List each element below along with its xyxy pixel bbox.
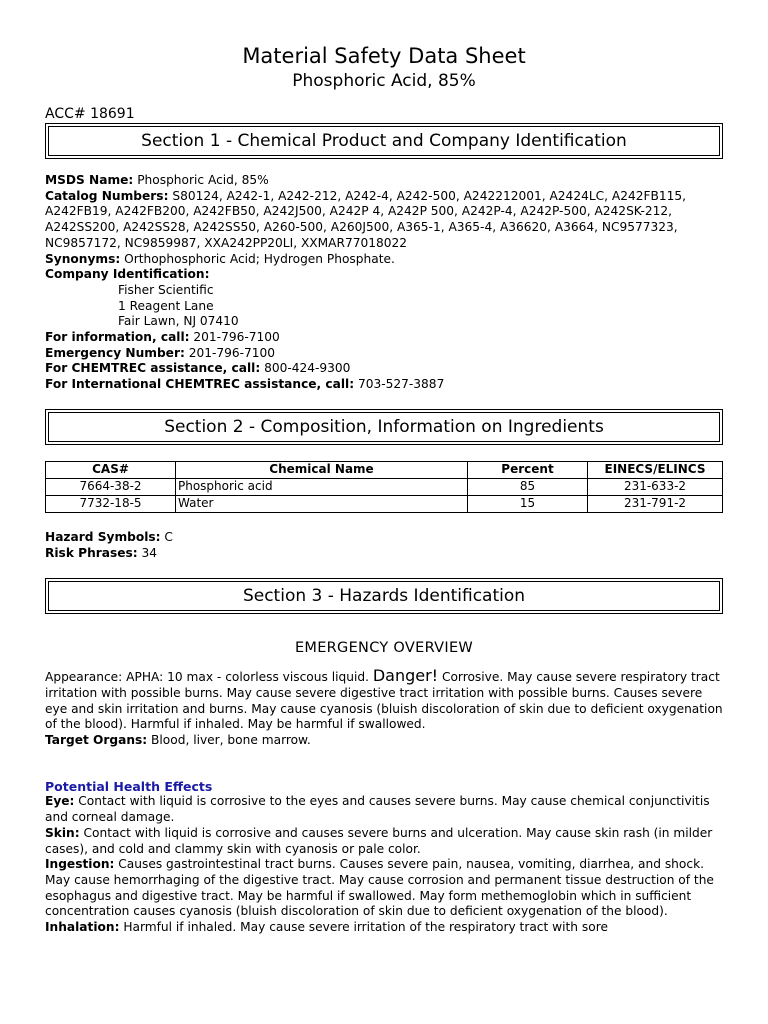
- catalog-label: Catalog Numbers:: [45, 188, 169, 203]
- section-1-body: [45, 173, 723, 393]
- synonyms-value: Orthophosphoric Acid; Hydrogen Phosphate.: [124, 251, 395, 266]
- info-line: [45, 330, 723, 346]
- ingestion-text: Causes gastrointestinal tract burns. Causes severe pain, nausea, vomiting, diarrhea, and shock. May cause hemorrhaging of the digestive tract. May cause corrosion and permanent tissue destruction of the esophagus and digestive tract. May be harmful if swallowed. May form methemoglobin which in sufficient concentration causes cyanosis (bluish discoloration of skin due to deficient oxygenation of the blood).: [45, 857, 714, 919]
- risk-phrases-line: [45, 546, 723, 562]
- info-phone: 201-796-7100: [193, 330, 280, 345]
- hazard-symbols-label: Hazard Symbols:: [45, 529, 161, 544]
- msds-name-value: Phosphoric Acid, 85%: [137, 173, 269, 187]
- company-line: [45, 267, 723, 283]
- appearance-text: Appearance: APHA: 10 max - colorless viscous liquid.: [45, 670, 369, 685]
- skin-effect: [45, 826, 723, 857]
- document-title: Material Safety Data Sheet: [242, 44, 526, 68]
- danger-word: Danger!: [372, 666, 439, 686]
- section-2-title: Section 2 - Composition, Information on Ingredients: [48, 412, 720, 442]
- target-organs-label: Target Organs:: [45, 733, 148, 748]
- emergency-overview-title: EMERGENCY OVERVIEW: [294, 640, 474, 657]
- msds-page: [45, 0, 723, 936]
- risk-phrases-value: 34: [141, 545, 158, 560]
- table-row: [46, 495, 723, 512]
- company-label: Company Identification:: [45, 267, 210, 282]
- emergency-line: [45, 346, 723, 362]
- intl-chemtrec-phone: 703-527-3887: [357, 377, 445, 392]
- eye-label: Eye:: [45, 794, 75, 809]
- company-city: Fair Lawn, NJ 07410: [118, 314, 239, 329]
- document-subtitle: Phosphoric Acid, 85%: [292, 71, 476, 91]
- catalog-value: S80124, A242-1, A242-212, A242-4, A242-500, A242212001, A2424LC, A242FB115, A242FB19, A242FB200, A242FB50, A242J500, A242P 4, A242P 500, A242P-4, A242P-500, A242SK-212, A242SS200, A242SS28, A242SS50, A260-500, A260J500, A365-1, A365-4, A36620, A3664, NC9577323, NC9857172, NC9859987, XXA242PP20LI, XXMAR77018022: [45, 188, 686, 250]
- health-effects-title: Potential Health Effects: [45, 778, 213, 794]
- table-row: [46, 478, 723, 495]
- inhalation-effect: [45, 920, 723, 936]
- column-header: CAS#: [46, 461, 176, 478]
- chemical-name-cell: Water: [176, 495, 468, 512]
- composition-table: [45, 461, 723, 513]
- ingestion-label: Ingestion:: [45, 857, 115, 872]
- section-2-header: [45, 409, 723, 445]
- chemtrec-line: [45, 361, 723, 377]
- einecs-cell: 231-633-2: [588, 478, 723, 495]
- catalog-line: [45, 189, 723, 252]
- info-label: For information, call:: [45, 330, 190, 345]
- appearance-hazards: Corrosive. May cause severe respiratory tract irritation with possible burns. May cause severe digestive tract irritation with possible burns. Causes severe eye and skin irritation and burns. May cause cyanosis (bluish discoloration of skin due to deficient oxygenation of the blood). Harmful if inhaled. May be harmful if swallowed.: [45, 670, 723, 732]
- einecs-cell: 231-791-2: [588, 495, 723, 512]
- chemtrec-phone: 800-424-9300: [264, 361, 351, 376]
- section-1-header: [45, 123, 723, 159]
- appearance-paragraph: [45, 668, 723, 733]
- company-name: Fisher Scientific: [118, 282, 214, 297]
- target-organs-line: [45, 733, 723, 749]
- eye-text: Contact with liquid is corrosive to the eyes and causes severe burns. May cause chemical conjunctivitis and corneal damage.: [45, 794, 710, 825]
- synonyms-label: Synonyms:: [45, 251, 121, 266]
- risk-phrases-label: Risk Phrases:: [45, 545, 138, 560]
- column-header: Percent: [468, 461, 588, 478]
- emergency-label: Emergency Number:: [45, 345, 185, 360]
- ingestion-effect: [45, 857, 723, 920]
- intl-chemtrec-line: [45, 377, 723, 393]
- hazard-symbols-value: C: [164, 529, 173, 544]
- intl-chemtrec-label: For International CHEMTREC assistance, call:: [45, 377, 355, 392]
- emergency-phone: 201-796-7100: [188, 345, 276, 360]
- percent-cell: 15: [468, 495, 588, 512]
- company-street: 1 Reagent Lane: [118, 298, 214, 313]
- synonyms-line: [45, 252, 723, 268]
- eye-effect: [45, 794, 723, 825]
- chemical-name-cell: Phosphoric acid: [176, 478, 468, 495]
- msds-name-label: MSDS Name:: [45, 173, 134, 187]
- cas-cell: 7732-18-5: [46, 495, 176, 512]
- section-1-title: Section 1 - Chemical Product and Company Identification: [48, 126, 720, 156]
- hazard-symbols-line: [45, 530, 723, 546]
- inhalation-label: Inhalation:: [45, 920, 120, 935]
- section-3-overview: [45, 668, 723, 749]
- health-effects: [45, 779, 723, 936]
- inhalation-text: Harmful if inhaled. May cause severe irritation of the respiratory tract with sore: [123, 920, 608, 935]
- section-3-title: Section 3 - Hazards Identification: [48, 581, 720, 611]
- column-header: Chemical Name: [176, 461, 468, 478]
- msds-name-line: [45, 173, 723, 189]
- acc-number: ACC# 18691: [45, 106, 135, 122]
- percent-cell: 85: [468, 478, 588, 495]
- skin-label: Skin:: [45, 825, 80, 840]
- target-organs-value: Blood, liver, bone marrow.: [151, 733, 311, 748]
- table-header-row: [46, 461, 723, 478]
- chemtrec-label: For CHEMTREC assistance, call:: [45, 361, 261, 376]
- section-2-body: [45, 530, 723, 561]
- section-3-header: [45, 578, 723, 614]
- column-header: EINECS/ELINCS: [588, 461, 723, 478]
- cas-cell: 7664-38-2: [46, 478, 176, 495]
- skin-text: Contact with liquid is corrosive and causes severe burns and ulceration. May cause skin rash (in milder cases), and cold and clammy skin with cyanosis or pale color.: [45, 825, 713, 856]
